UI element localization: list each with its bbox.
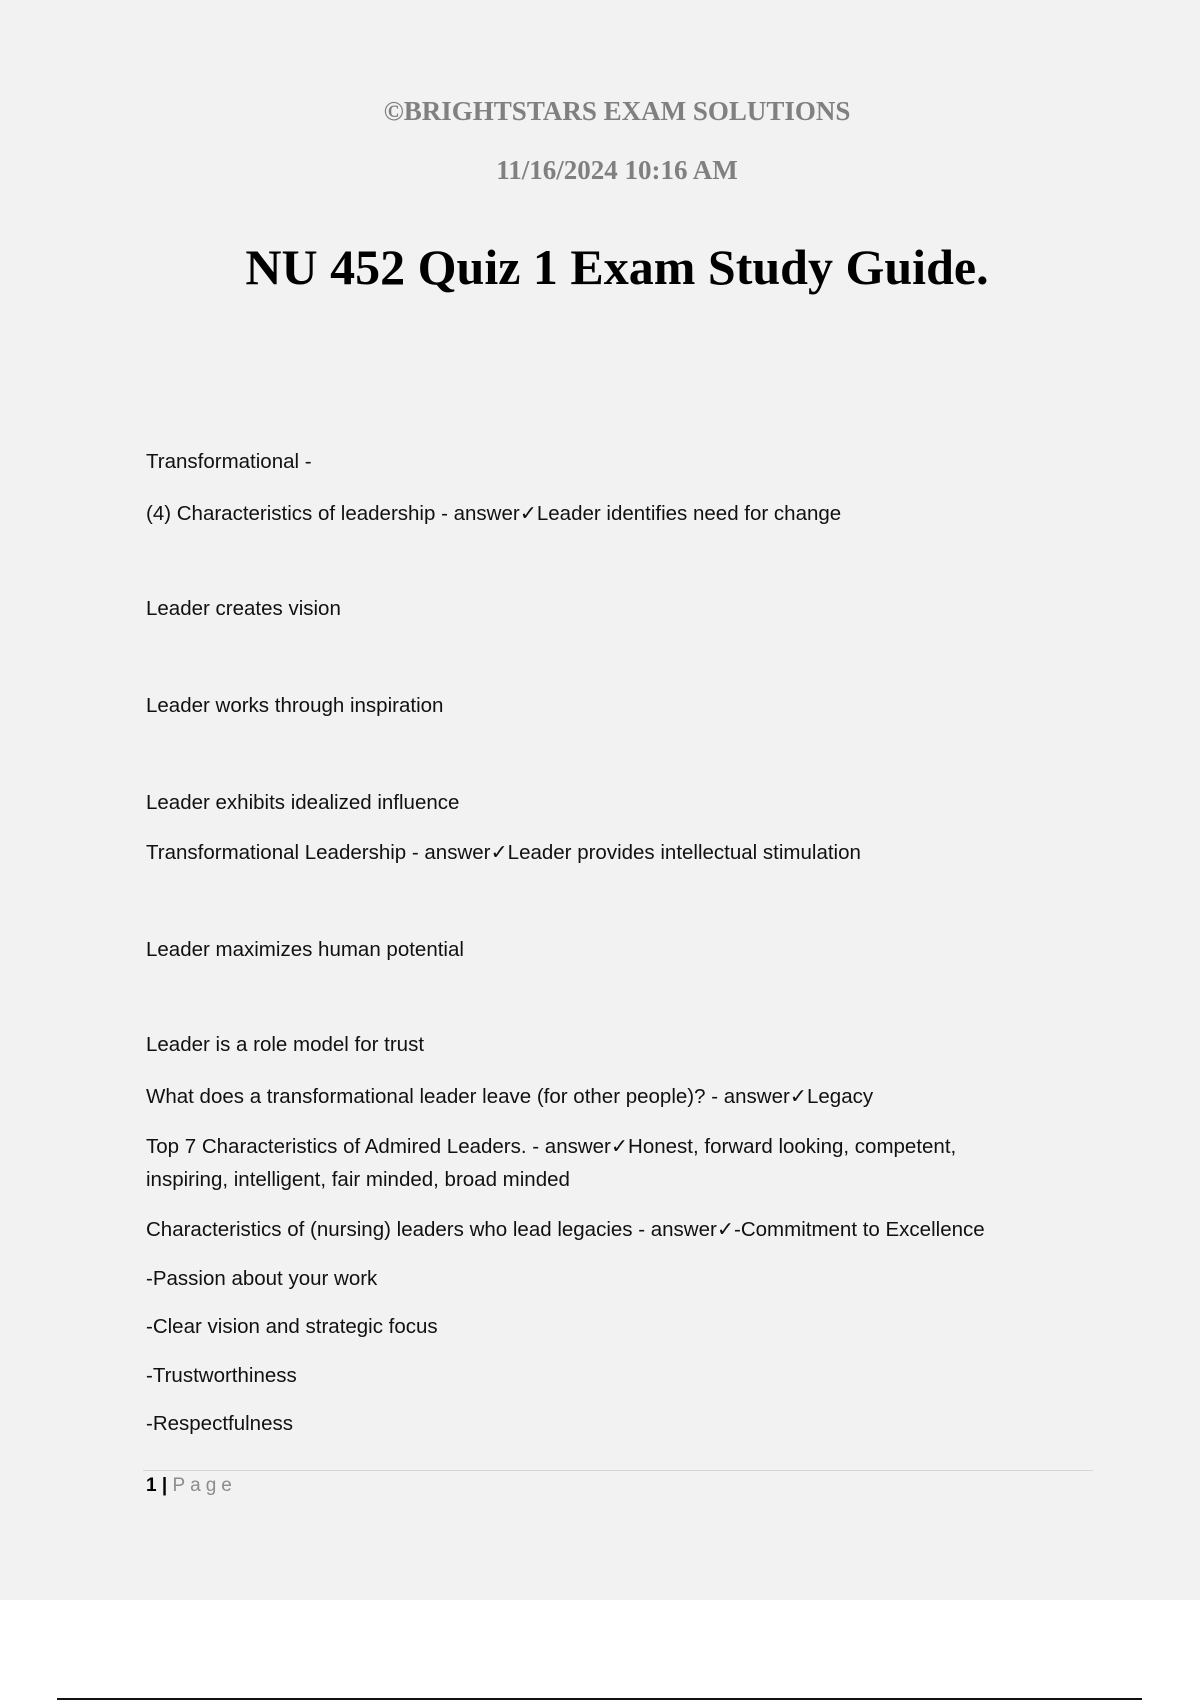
text-line-15: -Trustworthiness	[146, 1364, 297, 1387]
text-line-2: (4) Characteristics of leadership - answer✓Leader identifies need for change	[146, 502, 842, 525]
footer-separator: |	[161, 1475, 168, 1496]
text-line-6: Transformational Leadership - answer✓Leader provides intellectual stimulation	[146, 841, 861, 864]
text-line-7: Leader maximizes human potential	[146, 938, 464, 961]
page-number: 1	[146, 1475, 157, 1496]
page-label: Page	[172, 1475, 237, 1496]
text-line-10: Top 7 Characteristics of Admired Leaders. - answer✓Honest, forward looking, competent,	[146, 1135, 957, 1158]
datetime-header: 11/16/2024 10:16 AM	[496, 155, 738, 185]
text-line-16: -Respectfulness	[146, 1412, 293, 1435]
text-line-1: Transformational -	[146, 450, 312, 473]
text-line-9: What does a transformational leader leave (for other people)? - answer✓Legacy	[146, 1085, 874, 1108]
text-line-11: inspiring, intelligent, fair minded, broad minded	[146, 1168, 570, 1191]
page-footer	[146, 1473, 237, 1499]
text-line-4: Leader works through inspiration	[146, 694, 444, 717]
text-line-5: Leader exhibits idealized influence	[146, 791, 460, 814]
copyright-header: ©BRIGHTSTARS EXAM SOLUTIONS	[383, 96, 851, 126]
text-line-12: Characteristics of (nursing) leaders who lead legacies - answer✓-Commitment to Excellence	[146, 1218, 985, 1241]
page-title: NU 452 Quiz 1 Exam Study Guide.	[245, 239, 989, 295]
footer-divider	[143, 1470, 1093, 1471]
text-line-3: Leader creates vision	[146, 597, 341, 620]
text-line-14: -Clear vision and strategic focus	[146, 1315, 438, 1338]
text-line-8: Leader is a role model for trust	[146, 1033, 425, 1056]
text-line-13: -Passion about your work	[146, 1267, 378, 1290]
